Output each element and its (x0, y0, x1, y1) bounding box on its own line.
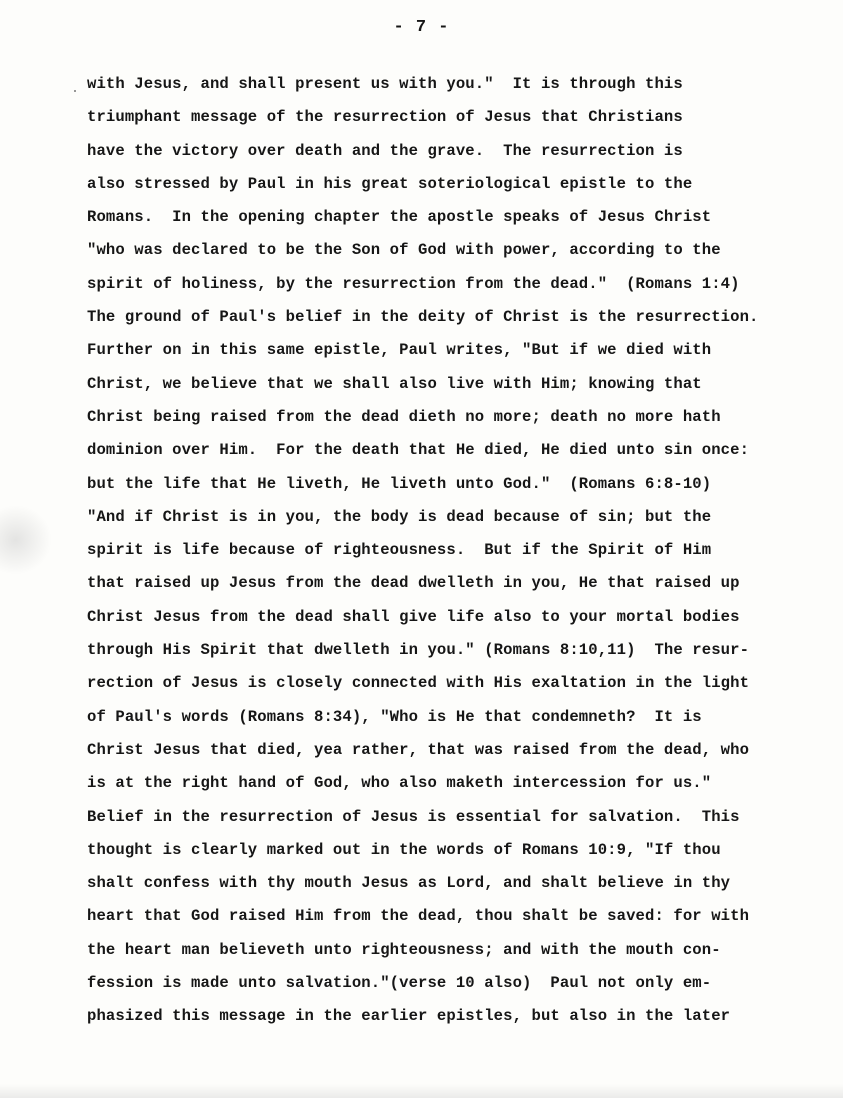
text-line: have the victory over death and the grave. The resurrection is (87, 141, 683, 160)
text-line: Romans. In the opening chapter the apostle speaks of Jesus Christ (87, 208, 712, 227)
text-line: triumphant message of the resurrection of Jesus that Christians (87, 108, 683, 127)
text-line: dominion over Him. For the death that He died, He died unto sin once: (87, 441, 750, 460)
text-line: heart that God raised Him from the dead, thou shalt be saved: for with (87, 907, 750, 926)
text-line: that raised up Jesus from the dead dwelleth in you, He that raised up (87, 574, 740, 593)
text-line: Christ being raised from the dead dieth no more; death no more hath (87, 407, 721, 426)
text-line: with Jesus, and shall present us with you." It is through this (87, 75, 683, 93)
text-line: Christ Jesus that died, yea rather, that was raised from the dead, who (87, 740, 750, 759)
body-text (87, 68, 807, 1034)
text-line: The ground of Paul's belief in the deity of Christ is the resurrection. (87, 308, 759, 327)
page-number: - 7 - (393, 18, 450, 37)
paper-smudge (0, 505, 52, 575)
text-line: of Paul's words (Romans 8:34), "Who is He that condemneth? It is (87, 707, 702, 726)
stray-mark (74, 90, 76, 92)
text-line: fession is made unto salvation."(verse 10 also) Paul not only em- (87, 974, 712, 993)
text-line: "And if Christ is in you, the body is dead because of sin; but the (87, 507, 712, 526)
text-line: "who was declared to be the Son of God with power, according to the (87, 241, 721, 260)
text-line: but the life that He liveth, He liveth unto God." (Romans 6:8-10) (87, 474, 712, 493)
text-line: Christ Jesus from the dead shall give life also to your mortal bodies (87, 607, 740, 626)
text-line: rection of Jesus is closely connected with His exaltation in the light (87, 674, 750, 693)
text-line: spirit is life because of righteousness. But if the Spirit of Him (87, 541, 712, 560)
text-line: Christ, we believe that we shall also live with Him; knowing that (87, 374, 702, 393)
page-bottom-edge (0, 1084, 843, 1098)
text-line: thought is clearly marked out in the words of Romans 10:9, "If thou (87, 840, 721, 859)
text-line: phasized this message in the earlier epistles, but also in the later (87, 1007, 731, 1026)
text-line: through His Spirit that dwelleth in you." (Romans 8:10,11) The resur- (87, 641, 750, 660)
text-line: Further on in this same epistle, Paul writes, "But if we died with (87, 341, 712, 360)
text-line: is at the right hand of God, who also maketh intercession for us." (87, 774, 712, 793)
text-line: spirit of holiness, by the resurrection from the dead." (Romans 1:4) (87, 274, 740, 293)
text-line: also stressed by Paul in his great soteriological epistle to the (87, 174, 693, 193)
text-line: shalt confess with thy mouth Jesus as Lord, and shalt believe in thy (87, 874, 731, 893)
text-line: Belief in the resurrection of Jesus is essential for salvation. This (87, 807, 740, 826)
text-line: the heart man believeth unto righteousness; and with the mouth con- (87, 940, 721, 959)
